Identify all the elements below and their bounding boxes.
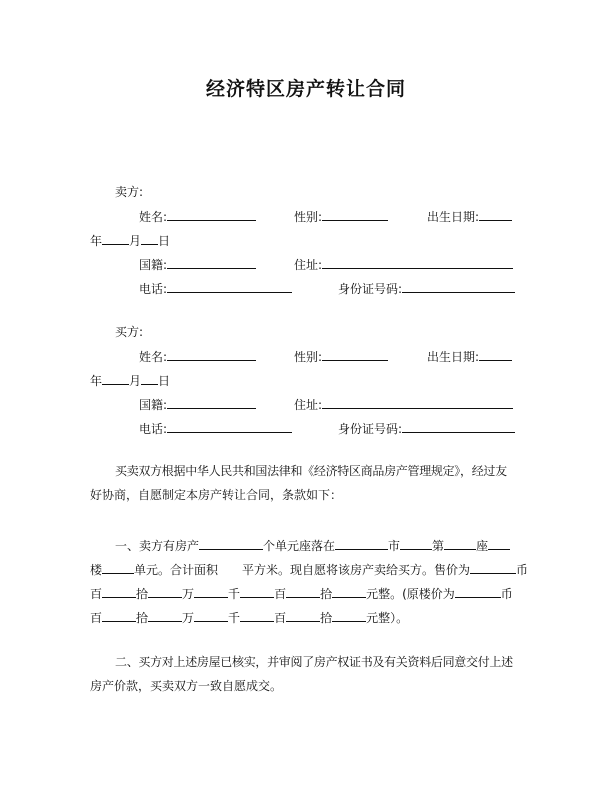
- seller-id-row: 身份证号码:: [338, 280, 515, 297]
- seller-gender-field[interactable]: [322, 208, 388, 221]
- buyer-address-row: 住址:: [294, 396, 513, 413]
- buyer-birth-date-row: 年 月 日: [90, 374, 171, 388]
- seller-birth-day-field[interactable]: [141, 232, 158, 245]
- document-title: 经济特区房产转让合同: [205, 78, 406, 100]
- district-field[interactable]: [400, 537, 432, 550]
- seller-birth-row: 出生日期:: [427, 208, 512, 225]
- clause-2-line: 房产价款，买卖双方一致自愿成交。: [90, 679, 283, 693]
- clause-1-line: 楼 单元。合计面积 平方米。现自愿将该房产卖给买方。售价为 币: [90, 563, 529, 577]
- buyer-id-field[interactable]: [402, 420, 515, 433]
- seller-id-field[interactable]: [402, 280, 515, 293]
- buyer-birth-day-field[interactable]: [141, 372, 158, 385]
- clause-2-line: 二、买方对上述房屋已核实，并审阅了房产权证书及有关资料后同意交付上述: [115, 655, 513, 669]
- amount-field[interactable]: [332, 585, 366, 598]
- buyer-gender-row: 性别:: [294, 348, 388, 365]
- amount-field[interactable]: [286, 609, 320, 622]
- buyer-gender-field[interactable]: [322, 348, 388, 361]
- amount-field[interactable]: [194, 585, 228, 598]
- amount-field[interactable]: [332, 609, 366, 622]
- intro-paragraph-line: 好协商，自愿制定本房产转让合同，条款如下：: [90, 488, 343, 502]
- clause-1-line: 一、卖方有房产 个单元座落在 市 第 座: [115, 537, 510, 554]
- buyer-name-row: 姓名:: [139, 348, 256, 365]
- buyer-phone-field[interactable]: [167, 420, 292, 433]
- original-currency-field[interactable]: [455, 585, 501, 598]
- seller-address-row: 住址:: [294, 256, 513, 273]
- floor-field[interactable]: [488, 537, 510, 550]
- property-field[interactable]: [199, 537, 263, 550]
- amount-field[interactable]: [102, 609, 136, 622]
- seller-birth-year-field[interactable]: [479, 208, 512, 221]
- currency-field[interactable]: [470, 561, 516, 574]
- city-field[interactable]: [335, 537, 388, 550]
- buyer-heading: 买方:: [115, 325, 144, 339]
- intro-paragraph-line: 买卖双方根据中华人民共和国法律和《经济特区商品房产管理规定》，经过友: [115, 464, 507, 478]
- buyer-nationality-field[interactable]: [167, 396, 256, 409]
- seller-nationality-field[interactable]: [167, 256, 256, 269]
- seller-name-row: 姓名:: [139, 208, 256, 225]
- building-field[interactable]: [444, 537, 476, 550]
- clause-1-price-line: 百 拾 万 千 百 拾 元整。(原楼价为 币: [90, 587, 513, 601]
- amount-field[interactable]: [148, 585, 182, 598]
- buyer-address-field[interactable]: [322, 396, 513, 409]
- seller-birth-month-field[interactable]: [102, 232, 129, 245]
- amount-field[interactable]: [240, 609, 274, 622]
- amount-field[interactable]: [286, 585, 320, 598]
- seller-name-field[interactable]: [167, 208, 256, 221]
- buyer-birth-year-field[interactable]: [479, 348, 512, 361]
- amount-field[interactable]: [240, 585, 274, 598]
- seller-gender-row: 性别:: [294, 208, 388, 225]
- seller-birth-date-row: 年 月 日: [90, 234, 171, 248]
- seller-nationality-row: 国籍:: [139, 256, 256, 273]
- amount-field[interactable]: [102, 585, 136, 598]
- seller-address-field[interactable]: [322, 256, 513, 269]
- amount-field[interactable]: [148, 609, 182, 622]
- buyer-birth-row: 出生日期:: [427, 348, 512, 365]
- buyer-birth-month-field[interactable]: [102, 372, 129, 385]
- buyer-name-field[interactable]: [167, 348, 256, 361]
- seller-phone-field[interactable]: [167, 280, 292, 293]
- buyer-nationality-row: 国籍:: [139, 396, 256, 413]
- clause-1-original-price-line: 百 拾 万 千 百 拾 元整）。: [90, 611, 409, 625]
- unit-field[interactable]: [102, 561, 134, 574]
- amount-field[interactable]: [194, 609, 228, 622]
- seller-phone-row: 电话:: [139, 280, 292, 297]
- buyer-id-row: 身份证号码:: [338, 420, 515, 437]
- seller-heading: 卖方:: [115, 185, 144, 199]
- buyer-phone-row: 电话:: [139, 420, 292, 437]
